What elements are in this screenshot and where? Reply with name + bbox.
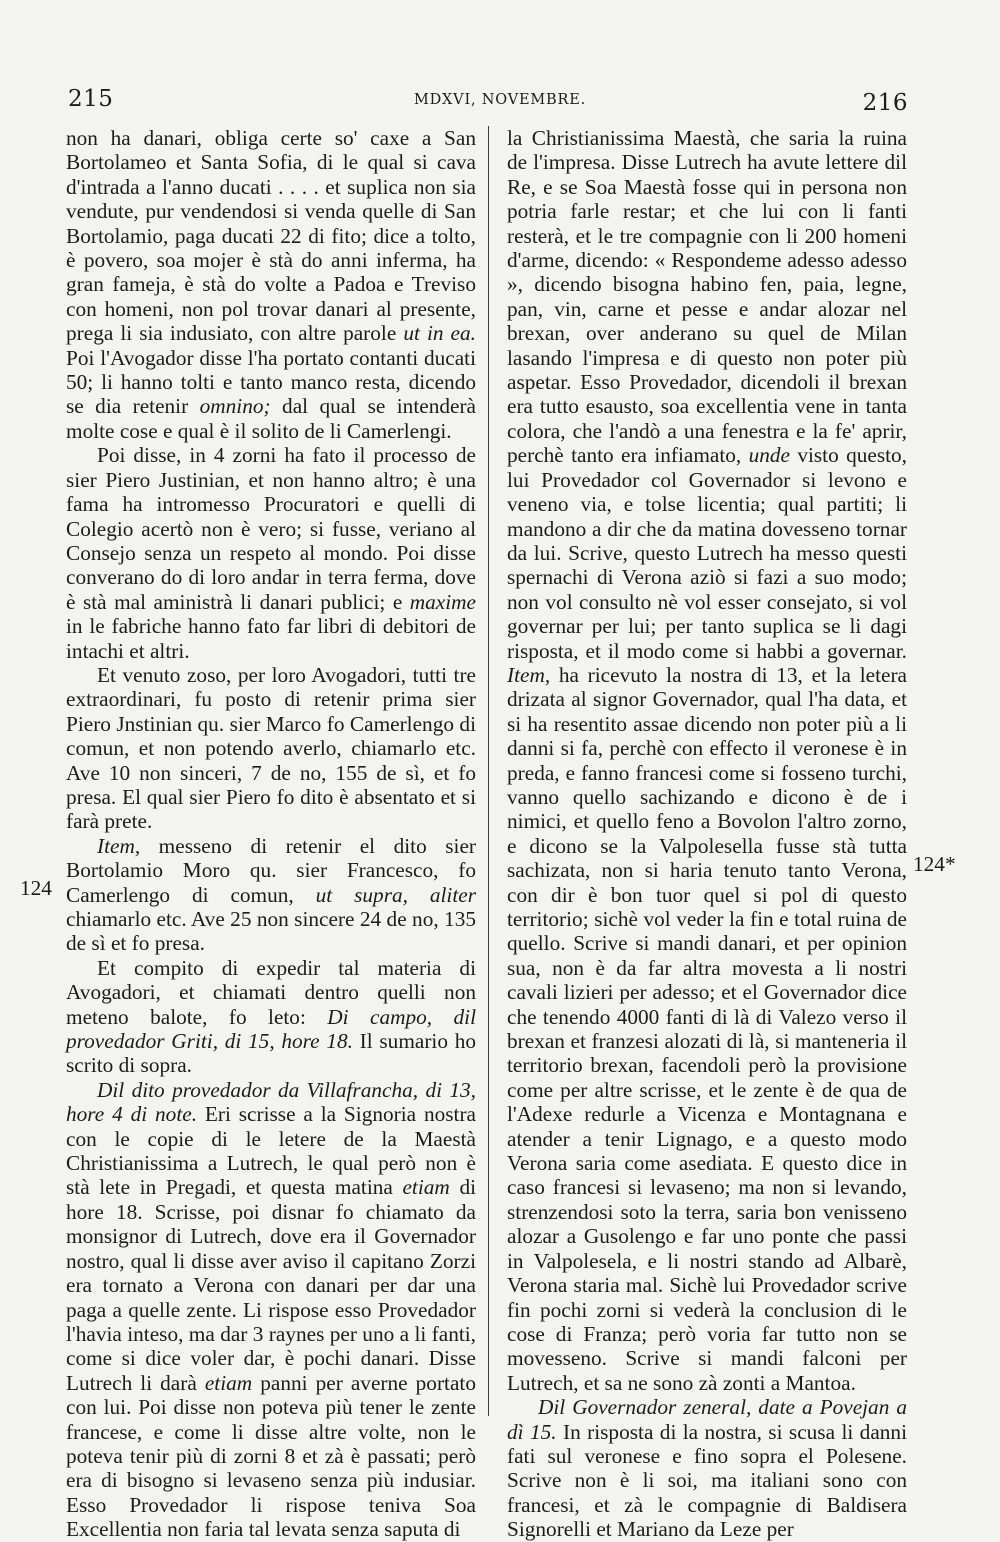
- left-text-column: [66, 126, 477, 1542]
- text-run: non ha danari, obliga certe so' caxe a San Bortolameo et Santa Sofia, di le qual si cava d'intrada a l'anno ducati . . . . et suplica non sia vendute, pur vendendosi si venda quelle di San Bortolamio, paga ducati 22 di fito; dice a tolto, è povero, soa mojer è stà do anni inferma, ha gran fameja, è stà do volte a Padoa e Treviso con homeni, non pol trovar danari al presente, prega li sia indusiato, con altre parole: [66, 126, 476, 346]
- italic-text: etiam: [204, 1370, 253, 1395]
- italic-text: maxime: [409, 589, 476, 614]
- paragraph: [66, 834, 476, 956]
- paragraph: [507, 126, 907, 1395]
- text-run: visto questo, lui Provedador col Governador si levono e veneno via, e tolse licentia; qual partiti; li mandono a dir che da matina dovesseno tornar da lui. Scrive, questo Lutrech ha messo questi spernachi di Verona aziò si fazi a suo modo; non vol consulto nè vol esser consejato, si vol governar per lui; per tanto suplica se li dagi risposta, et il modo come si habbi a governar.: [507, 443, 908, 663]
- text-run: di hore 18. Scrisse, poi disnar fo chiamato da monsignor di Lutrech, dove era il Governador nostro, qual li disse aver aviso il capitano Zorzi era tornato a Verona con danari per dar una paga a quelle zente. Li rispose esso Provedador l'havia inteso, ma dar 3 raynes per uno a li fanti, come si dice voler dar, è pochi danari. Disse Lutrech li darà: [66, 1175, 477, 1395]
- paragraph: [66, 663, 476, 834]
- page-header: [0, 86, 1000, 116]
- paragraph: [66, 443, 476, 663]
- text-run: In risposta di la nostra, si scusa li danni fati sul veronese e fino sopra el Polesene. Scrive non è li soi, ma italiani sono con francesi, et zà le compagnie di Baldisera Signorelli et Mariano da Leze per: [507, 1419, 907, 1542]
- italic-text: Dil dito provedador da Villafrancha, di 13, hore 4 di note.: [66, 1077, 476, 1127]
- running-title: MDXVI, NOVEMBRE.: [413, 92, 586, 108]
- page-number-left: 215: [68, 86, 114, 112]
- italic-text: Item,: [97, 833, 141, 858]
- text-run: chiamarlo etc. Ave 25 non sincere 24 de no, 135 de sì et fo presa.: [66, 907, 476, 956]
- paragraph: [507, 1395, 907, 1541]
- text-run: in le fabriche hanno fato far libri di debitori de intachi et altri.: [66, 614, 476, 663]
- italic-text: omnino;: [199, 394, 271, 419]
- margin-folio-number-left: 124: [20, 876, 52, 900]
- text-run: ha ricevuto la nostra di 13, et la letera drizata al signor Governador, qual l'ha data, et si ha resentito assae dicendo non poter più a li danni si fa, perchè con effecto il veronese è in preda, e fanno francesi come si fosseno turchi, vanno quello sachizando e dicono è de i nimici, et quello feno a Bovolon l'altro zorno, e dicono se la Valpolesella fusse stà tutta sachizata, non si haria tenuto tanto Verona, con dir è bon tuor quel si pol di questo territorio; sichè vol veder la fin e total ruina de quello. Scrive si mandi danari, et per opinion sua, non è da far altra movesta a li nostri cavali lizieri per adesso; et el Governador dice che tenendo 4000 fanti di là di Valezo verso il brexan et franzesi alozati di là, si manteneria il territorio brexan, facendoli però la provisione come per altre scrisse, et le zente è de qua de l'Adexe redurle a Vicenza e Montagnana e atender a tenir Lignago, e a questo modo Verona saria come asediata. E questo dice in caso francesi si levaseno; ma non si levando, strenzendosi soto la terra, saria bon venisseno alozar a Gusolengo e far uno ponte che passi in Valpolesela, e li nostri stando ad Albarè, Verona staria mal. Sichè lui Provedador scrive fin pochi zorni si vederà la conclusion di le cose di Franza; però voria far tutto non se movesseno. Scrive si mandi falconi per Lutrech, et sa ne sono zà zonti a Mantoa.: [507, 662, 907, 1395]
- text-run: dal qual se intenderà molte cose e qual è il solito de li Camerlengi.: [66, 394, 476, 443]
- italic-text: Di campo, dil provedador Griti, di 15, hore 18.: [66, 1004, 477, 1054]
- paragraph: [66, 1078, 476, 1542]
- text-run: Poi l'Avogador disse l'ha portato contanti ducati 50; li hanno tolti e tanto manco resta, dicendo se dia retenir: [66, 345, 476, 419]
- page-number-right: 216: [862, 90, 908, 116]
- paragraph: [66, 126, 476, 443]
- text-run: panni per averne portato con lui. Poi disse non poteva più tener le zente francese, e come li disse altre volte, non le poteva tenir più di zorni 8 et zà è passati; però era di bisogno si levaseno senza più indusiar. Esso Provedador li rispose teniva Soa Excellentia non faria tal levata senza saputa di: [66, 1370, 476, 1542]
- text-run: Poi disse, in 4 zorni ha fato il processo de sier Piero Justinian, et non hanno altro; è una fama ha intromesso Procuratori e quelli di Colegio acertò non è vero; si fusse, veriano al Consejo senza un respeto al mondo. Poi disse converano do di loro andar in terra ferma, dove è stà mal aministrà li danari publici; e: [66, 443, 476, 614]
- text-run: messeno di retenir el dito sier Bortolamio Moro qu. sier Francesco, fo Camerlengo di comun,: [66, 833, 476, 907]
- italic-text: etiam: [402, 1175, 450, 1200]
- right-text-column: [507, 126, 908, 1542]
- italic-text: unde: [748, 443, 790, 468]
- margin-folio-number-right: 124*: [913, 852, 956, 876]
- italic-text: ut supra, aliter: [315, 882, 476, 907]
- text-run: la Christianissima Maestà, che saria la ruina de l'impresa. Disse Lutrech ha avute lettere dil Re, e se Soa Maestà fosse qui in persona non potria farle restar; et che lui con li fanti resterà, et le tre compagnie con li 200 homeni d'arme, dicendo: « Respondeme adesso adesso », dicendo bisogna habino fen, paia, legne, pan, vin, carne et pesse e andar alozar nel brexan, over anderano su quel de Milan lasando l'impresa e di questo non poter più aspetar. Esso Provedador, dicendoli il brexan era tutto esausto, soa excellentia vene in tanta colora, che l'andò a una fenestra e la fe' aprir, perchè tanto era infiamato,: [507, 126, 907, 468]
- paragraph: [66, 956, 476, 1078]
- text-run: Il sumario ho scrito di sopra.: [66, 1029, 477, 1078]
- column-divider: [488, 126, 489, 1416]
- text-run: Et compito di expedir tal materia di Avogadori, et chiamati dentro quelli non meteno balote, fo leto:: [66, 955, 476, 1029]
- italic-text: ut in ea.: [403, 321, 476, 346]
- italic-text: Dil Governador zeneral, date a Povejan a dì 15.: [507, 1395, 907, 1444]
- text-run: Eri scrisse a la Signoria nostra con le copie di le letere de la Maestà Christianissima a Lutrech, le qual però non è stà lete in Pregadi, et questa matina: [66, 1102, 476, 1200]
- italic-text: Item,: [507, 662, 551, 687]
- text-run: Et venuto zoso, per loro Avogadori, tutti tre extraordinari, fu posto di retenir prima sier Piero Jnstinian qu. sier Marco fo Camerlengo di comun, et non potendo averlo, chiamarlo etc. Ave 10 non sinceri, 7 de no, 155 de sì, et fo presa. El qual sier Piero fo dito è absentato et si farà prete.: [66, 662, 476, 834]
